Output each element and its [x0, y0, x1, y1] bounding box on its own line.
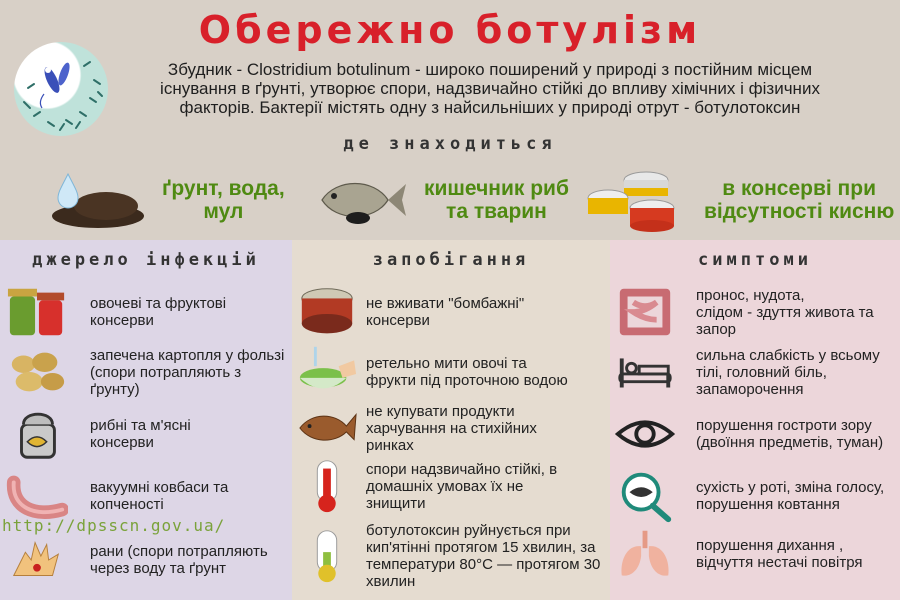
source-cans: [586, 170, 894, 230]
list-item-text: не вживати "бомбажні" консерви: [366, 295, 525, 329]
list-item-text: вакуумні ковбаси та копченості: [90, 479, 229, 513]
page-title: Обережно ботулізм: [198, 8, 702, 52]
wounded-hand-icon: [6, 532, 68, 588]
list-item: [614, 344, 880, 400]
list-item: [614, 526, 863, 582]
dried-fish-icon: [296, 400, 358, 456]
thermometer-mid-icon: [296, 528, 358, 584]
eye-icon: [614, 406, 676, 462]
list-item-text: рибні та м'ясні консерви: [90, 417, 191, 451]
mouth-magnifier-icon: [614, 468, 676, 524]
bacteria-icon: [14, 42, 108, 136]
source-fish: [312, 170, 569, 230]
fish-can-icon: [6, 406, 68, 462]
list-item: [296, 284, 524, 340]
symptoms-heading: симптоми: [698, 250, 812, 270]
list-item-text: ретельно мити овочі та фрукти під проточною водою: [366, 355, 568, 389]
list-item-text: запечена картопля у фользі (спори потрапляють з ґрунту): [90, 346, 285, 398]
list-item: [6, 532, 268, 588]
infection-column: [0, 240, 292, 600]
lungs-icon: [614, 526, 676, 582]
list-item: [296, 400, 537, 456]
patient-bed-icon: [614, 344, 676, 400]
list-item: [614, 468, 884, 524]
list-item-text: ботулотоксин руйнується при кип'ятінні протягом 15 хвилин, за температури 80°С — протягом 30 хвилин: [366, 522, 601, 590]
where-heading: де знаходиться: [343, 134, 557, 154]
intro-text: [140, 60, 840, 117]
infection-heading: джерело інфекцій: [32, 250, 260, 270]
list-item-text: спори надзвичайно стійкі, в домашніх умовах їх не знищити: [366, 460, 558, 512]
list-item: [6, 406, 191, 462]
list-item-text: порушення гостроти зору (двоїння предметів, туман): [696, 417, 884, 451]
potato-icon: [6, 344, 68, 400]
source-label: ґрунт, вода, мул: [162, 177, 285, 223]
list-item-text: сухість у роті, зміна голосу, порушення ковтання: [696, 479, 885, 513]
list-item-text: овочеві та фруктові консерви: [90, 295, 227, 329]
list-item: [614, 284, 874, 340]
prevention-column: [292, 240, 610, 600]
list-item-text: сильна слабкість у всьому тілі, головний біль, запаморочення: [696, 346, 880, 398]
soil-water-drop-icon: [48, 170, 148, 230]
intro-line: Збудник - Clostridium botulinum - широко поширений у природі з постійним місцем: [167, 60, 813, 79]
jars-icon: [6, 284, 68, 340]
cans-icon: [586, 168, 682, 232]
intro-line: існування в ґрунті, утворює спори, надзвичайно стійкі до впливу хімічних і фізичних: [160, 79, 820, 98]
fish-icon: [312, 170, 408, 230]
list-item: [296, 522, 600, 590]
list-item-text: пронос, нудота, слідом - здуття живота та запор: [696, 286, 874, 338]
thermometer-hot-icon: [296, 458, 358, 514]
bulging-can-icon: [296, 284, 358, 340]
header-section: [0, 0, 900, 240]
list-item: [6, 284, 226, 340]
list-item-text: рани (спори потрапляють через воду та ґрунт: [90, 543, 268, 577]
source-label: в консерві при відсутності кисню: [704, 177, 895, 223]
list-item: [614, 406, 883, 462]
list-item: [296, 344, 568, 400]
symptoms-column: [610, 240, 900, 600]
intro-line: факторів. Бактерії містять одну з найсильніших у природі отрут - ботулотоксин: [179, 98, 801, 117]
list-item-text: порушення дихання , відчуття нестачі повітря: [696, 537, 863, 571]
source-label: кишечник риб та тварин: [424, 177, 569, 223]
source-soil: [48, 170, 285, 230]
prevention-heading: запобігання: [372, 250, 530, 270]
watermark-url: http://dpsscn.gov.ua/: [2, 516, 226, 535]
list-item: [6, 344, 284, 400]
list-item: [296, 458, 557, 514]
list-item-text: не купувати продукти харчування на стихійних ринках: [366, 402, 537, 454]
washing-bowl-icon: [296, 344, 358, 400]
intestine-icon: [614, 284, 676, 340]
